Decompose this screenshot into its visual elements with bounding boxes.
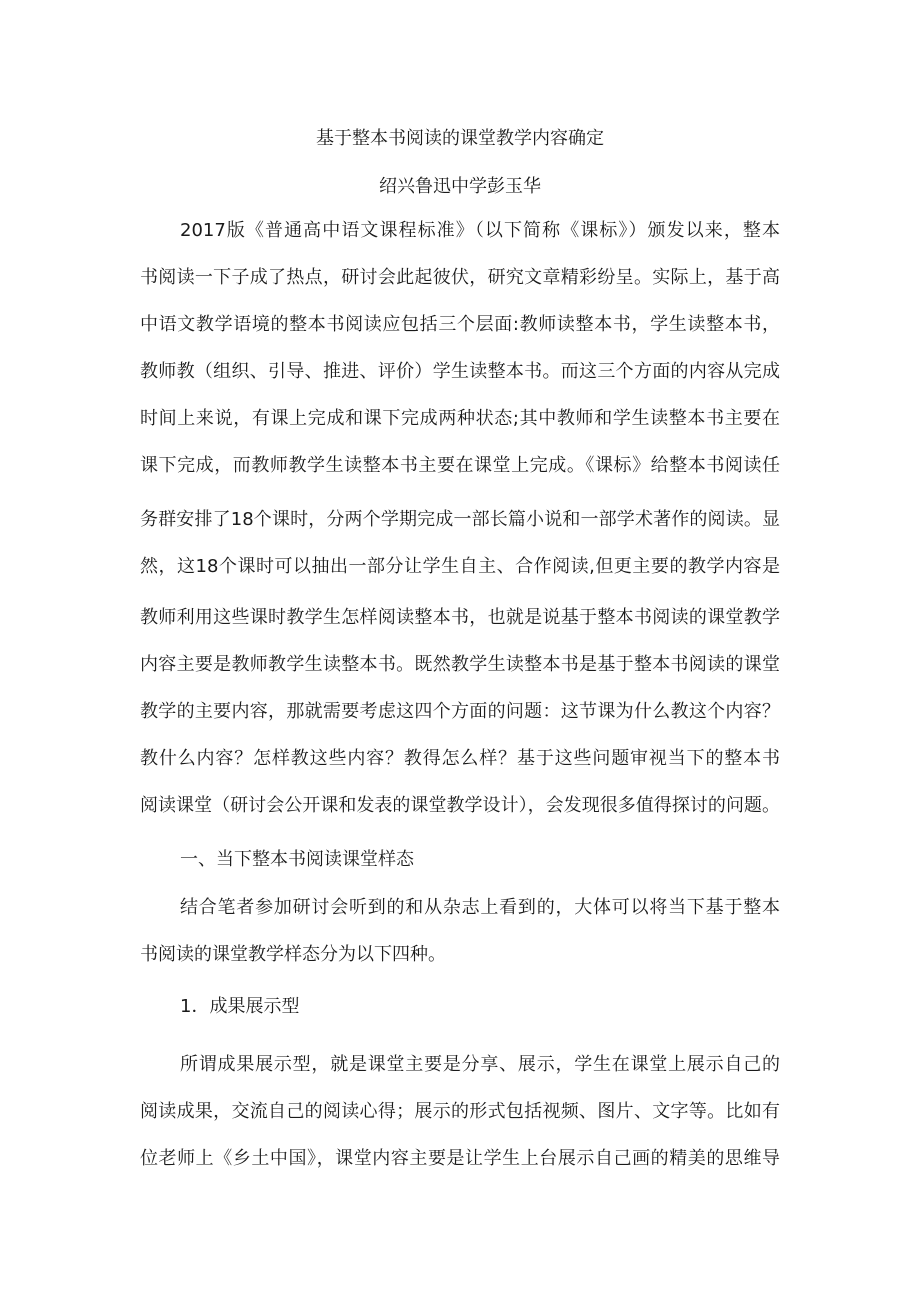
text-line: 教学的主要内容，那就需要考虑这四个方面的问题：这节课为什么教这个内容？ — [140, 701, 780, 722]
text-line: 阅读课堂（研讨会公开课和发表的课堂教学设计），会发现很多值得探讨的问题。 — [140, 795, 780, 816]
text-line: 位老师上《乡土中国》，课堂内容主要是让学生上台展示自己画的精美的思维导 — [140, 1148, 780, 1169]
text-line: 内容主要是教师教学生读整本书。既然教学生读整本书是基于整本书阅读的课堂 — [140, 654, 780, 675]
text-line: 课下完成，而教师教学生读整本书主要在课堂上完成。《课标》给整本书阅读任 — [140, 455, 780, 476]
text-line: 务群安排了18个课时，分两个学期完成一部长篇小说和一部学术著作的阅读。显 — [140, 509, 780, 530]
document-title: 基于整本书阅读的课堂教学内容确定 — [316, 128, 604, 149]
text-line: 然，这18个课时可以抽出一部分让学生自主、合作阅读,但更主要的教学内容是 — [140, 556, 780, 577]
text-line: 所谓成果展示型，就是课堂主要是分享、展示，学生在课堂上展示自己的 — [180, 1054, 780, 1075]
text-line: 结合笔者参加研讨会听到的和从杂志上看到的，大体可以将当下基于整本 — [180, 897, 780, 918]
text-line: 教师教（组织、引导、推进、评价）学生读整本书。而这三个方面的内容从完成 — [140, 361, 780, 382]
text-line: 2017版《普通高中语文课程标准》（以下简称《课标》）颁发以来，整本 — [180, 220, 780, 241]
text-line: 教师利用这些课时教学生怎样阅读整本书，也就是说基于整本书阅读的课堂教学 — [140, 607, 780, 628]
text-line: 中语文教学语境的整本书阅读应包括三个层面:教师读整本书，学生读整本书， — [140, 314, 780, 335]
text-line: 时间上来说，有课上完成和课下完成两种状态;其中教师和学生读整本书主要在 — [140, 408, 780, 429]
document-author: 绍兴鲁迅中学彭玉华 — [379, 176, 541, 197]
subsection-heading: 1．成果展示型 — [180, 996, 300, 1017]
text-line: 教什么内容？怎样教这些内容？教得怎么样？基于这些问题审视当下的整本书 — [140, 748, 780, 769]
text-line: 书阅读的课堂教学样态分为以下四种。 — [140, 944, 446, 965]
text-line: 阅读成果，交流自己的阅读心得；展示的形式包括视频、图片、文字等。比如有 — [140, 1101, 780, 1122]
section-heading: 一、当下整本书阅读课堂样态 — [180, 849, 414, 870]
text-line: 书阅读一下子成了热点，研讨会此起彼伏，研究文章精彩纷呈。实际上，基于高 — [140, 267, 780, 288]
